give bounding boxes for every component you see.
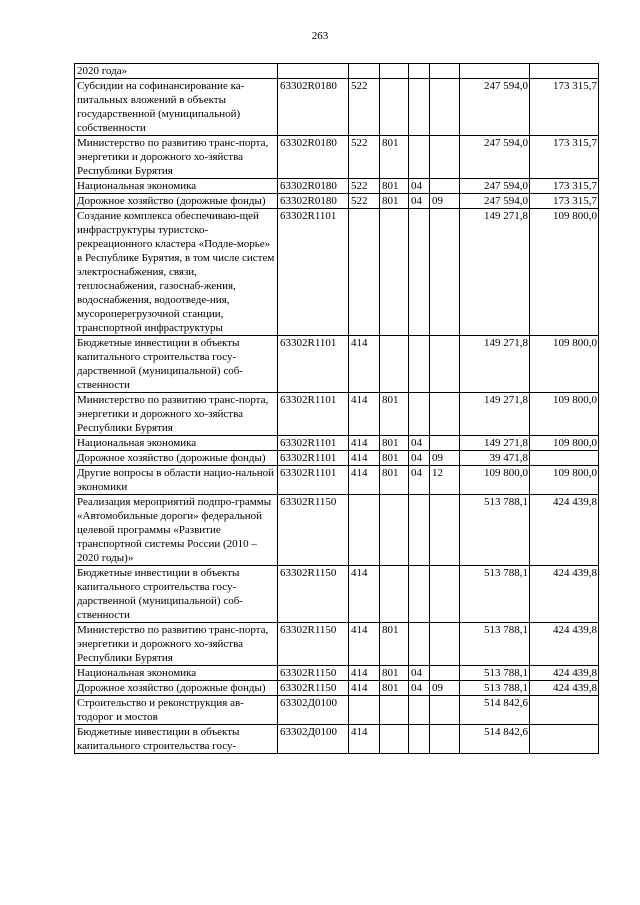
table-row	[75, 79, 599, 136]
cell-target-article-code: 63302R1101	[278, 336, 349, 393]
cell-amount-1: 247 594,0	[460, 79, 530, 136]
cell-subsection	[430, 725, 460, 754]
cell-subsection	[430, 393, 460, 436]
cell-subsection	[430, 436, 460, 451]
cell-name: Субсидии на софинансирование ка-питальных вложений в объекты государственной (муниципальной) собственности	[75, 79, 278, 136]
cell-expense-type: 522	[349, 79, 380, 136]
cell-amount-1: 513 788,1	[460, 495, 530, 566]
cell-amount-1: 109 800,0	[460, 466, 530, 495]
cell-expense-type: 522	[349, 179, 380, 194]
cell-amount-2: 109 800,0	[530, 466, 599, 495]
cell-ministry-code	[380, 79, 409, 136]
cell-target-article-code: 63302R0180	[278, 136, 349, 179]
cell-target-article-code: 63302Д0100	[278, 725, 349, 754]
cell-name: Другие вопросы в области нацио-нальной экономики	[75, 466, 278, 495]
cell-name: Национальная экономика	[75, 179, 278, 194]
cell-section	[409, 64, 430, 79]
cell-amount-2: 424 439,8	[530, 681, 599, 696]
cell-ministry-code: 801	[380, 451, 409, 466]
cell-amount-1	[460, 64, 530, 79]
cell-amount-2: 109 800,0	[530, 393, 599, 436]
cell-target-article-code: 63302R0180	[278, 194, 349, 209]
cell-subsection	[430, 179, 460, 194]
cell-target-article-code: 63302R1150	[278, 666, 349, 681]
table-row	[75, 436, 599, 451]
cell-expense-type: 414	[349, 666, 380, 681]
cell-subsection	[430, 209, 460, 336]
cell-target-article-code: 63302R0180	[278, 179, 349, 194]
table-row	[75, 194, 599, 209]
table-row	[75, 696, 599, 725]
cell-amount-1: 513 788,1	[460, 681, 530, 696]
cell-ministry-code	[380, 64, 409, 79]
cell-expense-type	[349, 696, 380, 725]
cell-amount-1: 149 271,8	[460, 436, 530, 451]
cell-ministry-code	[380, 696, 409, 725]
table-row	[75, 666, 599, 681]
cell-target-article-code	[278, 64, 349, 79]
cell-amount-2: 424 439,8	[530, 566, 599, 623]
cell-name: Создание комплекса обеспечиваю-щей инфраструктуры туристско-рекреационного кластера «Подле-морье» в Республике Бурятия, в том числе систем электроснабжения, связи, теплоснабжения, газоснаб-жения, водоснабжения, водоотведе-ния, мусороперегрузочной станции, транспортной инфраструктуры	[75, 209, 278, 336]
table-row	[75, 451, 599, 466]
cell-amount-1: 247 594,0	[460, 136, 530, 179]
cell-subsection	[430, 696, 460, 725]
cell-amount-1: 513 788,1	[460, 623, 530, 666]
cell-amount-2: 109 800,0	[530, 436, 599, 451]
cell-name: Министерство по развитию транс-порта, энергетики и дорожного хо-зяйства Республики Бурятия	[75, 393, 278, 436]
cell-subsection: 09	[430, 681, 460, 696]
cell-target-article-code: 63302R0180	[278, 79, 349, 136]
cell-ministry-code: 801	[380, 466, 409, 495]
cell-subsection	[430, 79, 460, 136]
cell-section: 04	[409, 436, 430, 451]
cell-expense-type: 414	[349, 725, 380, 754]
cell-name: Министерство по развитию транс-порта, энергетики и дорожного хо-зяйства Республики Бурятия	[75, 623, 278, 666]
cell-amount-2: 173 315,7	[530, 179, 599, 194]
cell-amount-1: 39 471,8	[460, 451, 530, 466]
cell-section: 04	[409, 681, 430, 696]
cell-subsection: 12	[430, 466, 460, 495]
cell-name: Дорожное хозяйство (дорожные фонды)	[75, 681, 278, 696]
table-row	[75, 681, 599, 696]
cell-name: 2020 года»	[75, 64, 278, 79]
cell-ministry-code: 801	[380, 681, 409, 696]
cell-amount-2	[530, 725, 599, 754]
cell-amount-1: 514 842,6	[460, 725, 530, 754]
cell-target-article-code: 63302R1101	[278, 436, 349, 451]
cell-target-article-code: 63302R1150	[278, 623, 349, 666]
cell-subsection	[430, 136, 460, 179]
cell-name: Дорожное хозяйство (дорожные фонды)	[75, 451, 278, 466]
cell-expense-type: 414	[349, 336, 380, 393]
cell-name: Дорожное хозяйство (дорожные фонды)	[75, 194, 278, 209]
cell-subsection: 09	[430, 451, 460, 466]
cell-name: Национальная экономика	[75, 436, 278, 451]
page-number: 263	[311, 30, 329, 42]
table-row	[75, 623, 599, 666]
table-body	[75, 64, 599, 754]
table-row	[75, 466, 599, 495]
budget-table	[74, 63, 599, 754]
cell-subsection	[430, 64, 460, 79]
cell-amount-2: 424 439,8	[530, 623, 599, 666]
table-row	[75, 725, 599, 754]
cell-amount-2: 173 315,7	[530, 136, 599, 179]
table-row	[75, 179, 599, 194]
cell-amount-1: 149 271,8	[460, 393, 530, 436]
cell-target-article-code: 63302R1150	[278, 681, 349, 696]
cell-subsection	[430, 666, 460, 681]
cell-expense-type: 414	[349, 566, 380, 623]
cell-subsection	[430, 623, 460, 666]
cell-section	[409, 393, 430, 436]
cell-section	[409, 209, 430, 336]
cell-ministry-code	[380, 209, 409, 336]
cell-section	[409, 696, 430, 725]
table-row	[75, 336, 599, 393]
cell-section	[409, 566, 430, 623]
cell-ministry-code: 801	[380, 179, 409, 194]
table-row	[75, 209, 599, 336]
cell-amount-2: 109 800,0	[530, 209, 599, 336]
cell-ministry-code: 801	[380, 194, 409, 209]
cell-amount-1: 149 271,8	[460, 209, 530, 336]
cell-target-article-code: 63302R1101	[278, 466, 349, 495]
cell-expense-type: 414	[349, 623, 380, 666]
cell-expense-type: 414	[349, 681, 380, 696]
cell-subsection	[430, 495, 460, 566]
cell-amount-1: 247 594,0	[460, 194, 530, 209]
cell-amount-1: 513 788,1	[460, 666, 530, 681]
cell-amount-1: 514 842,6	[460, 696, 530, 725]
cell-subsection	[430, 336, 460, 393]
cell-amount-2	[530, 64, 599, 79]
cell-section	[409, 136, 430, 179]
cell-amount-1: 149 271,8	[460, 336, 530, 393]
cell-ministry-code: 801	[380, 623, 409, 666]
cell-ministry-code	[380, 566, 409, 623]
cell-amount-2: 109 800,0	[530, 336, 599, 393]
cell-section: 04	[409, 179, 430, 194]
table-row	[75, 64, 599, 79]
table-row	[75, 136, 599, 179]
cell-name: Министерство по развитию транс-порта, энергетики и дорожного хо-зяйства Республики Бурятия	[75, 136, 278, 179]
cell-section	[409, 336, 430, 393]
cell-name: Строительство и реконструкция ав-тодорог и мостов	[75, 696, 278, 725]
table-row	[75, 566, 599, 623]
cell-expense-type: 414	[349, 436, 380, 451]
cell-target-article-code: 63302R1150	[278, 566, 349, 623]
cell-amount-2: 424 439,8	[530, 495, 599, 566]
cell-target-article-code: 63302R1101	[278, 209, 349, 336]
cell-target-article-code: 63302R1101	[278, 451, 349, 466]
cell-amount-2	[530, 696, 599, 725]
cell-name: Бюджетные инвестиции в объекты капитального строительства госу-дарственной (муниципальной) соб-ственности	[75, 336, 278, 393]
cell-ministry-code	[380, 336, 409, 393]
table-row	[75, 393, 599, 436]
cell-ministry-code: 801	[380, 666, 409, 681]
cell-name: Бюджетные инвестиции в объекты капитального строительства госу-дарственной (муниципальной) соб-ственности	[75, 566, 278, 623]
cell-section	[409, 623, 430, 666]
cell-section: 04	[409, 194, 430, 209]
cell-ministry-code: 801	[380, 136, 409, 179]
cell-section	[409, 725, 430, 754]
cell-expense-type: 522	[349, 136, 380, 179]
cell-target-article-code: 63302Д0100	[278, 696, 349, 725]
cell-section	[409, 495, 430, 566]
cell-ministry-code: 801	[380, 436, 409, 451]
cell-target-article-code: 63302R1150	[278, 495, 349, 566]
cell-expense-type: 414	[349, 451, 380, 466]
cell-amount-2	[530, 451, 599, 466]
cell-section	[409, 79, 430, 136]
cell-amount-1: 247 594,0	[460, 179, 530, 194]
cell-section: 04	[409, 666, 430, 681]
cell-ministry-code: 801	[380, 393, 409, 436]
cell-amount-2: 173 315,7	[530, 194, 599, 209]
cell-subsection	[430, 566, 460, 623]
cell-expense-type	[349, 209, 380, 336]
cell-subsection: 09	[430, 194, 460, 209]
cell-expense-type: 414	[349, 466, 380, 495]
cell-expense-type	[349, 64, 380, 79]
cell-name: Реализация мероприятий подпро-граммы «Автомобильные дороги» федеральной целевой программы «Развитие транспортной системы России (2010 – 2020 годы)»	[75, 495, 278, 566]
cell-expense-type	[349, 495, 380, 566]
cell-section: 04	[409, 466, 430, 495]
cell-expense-type: 414	[349, 393, 380, 436]
cell-name: Бюджетные инвестиции в объекты капитального строительства госу-	[75, 725, 278, 754]
cell-section: 04	[409, 451, 430, 466]
cell-amount-2: 424 439,8	[530, 666, 599, 681]
cell-expense-type: 522	[349, 194, 380, 209]
cell-target-article-code: 63302R1101	[278, 393, 349, 436]
cell-amount-1: 513 788,1	[460, 566, 530, 623]
cell-amount-2: 173 315,7	[530, 79, 599, 136]
cell-ministry-code	[380, 495, 409, 566]
cell-name: Национальная экономика	[75, 666, 278, 681]
table-row	[75, 495, 599, 566]
cell-ministry-code	[380, 725, 409, 754]
